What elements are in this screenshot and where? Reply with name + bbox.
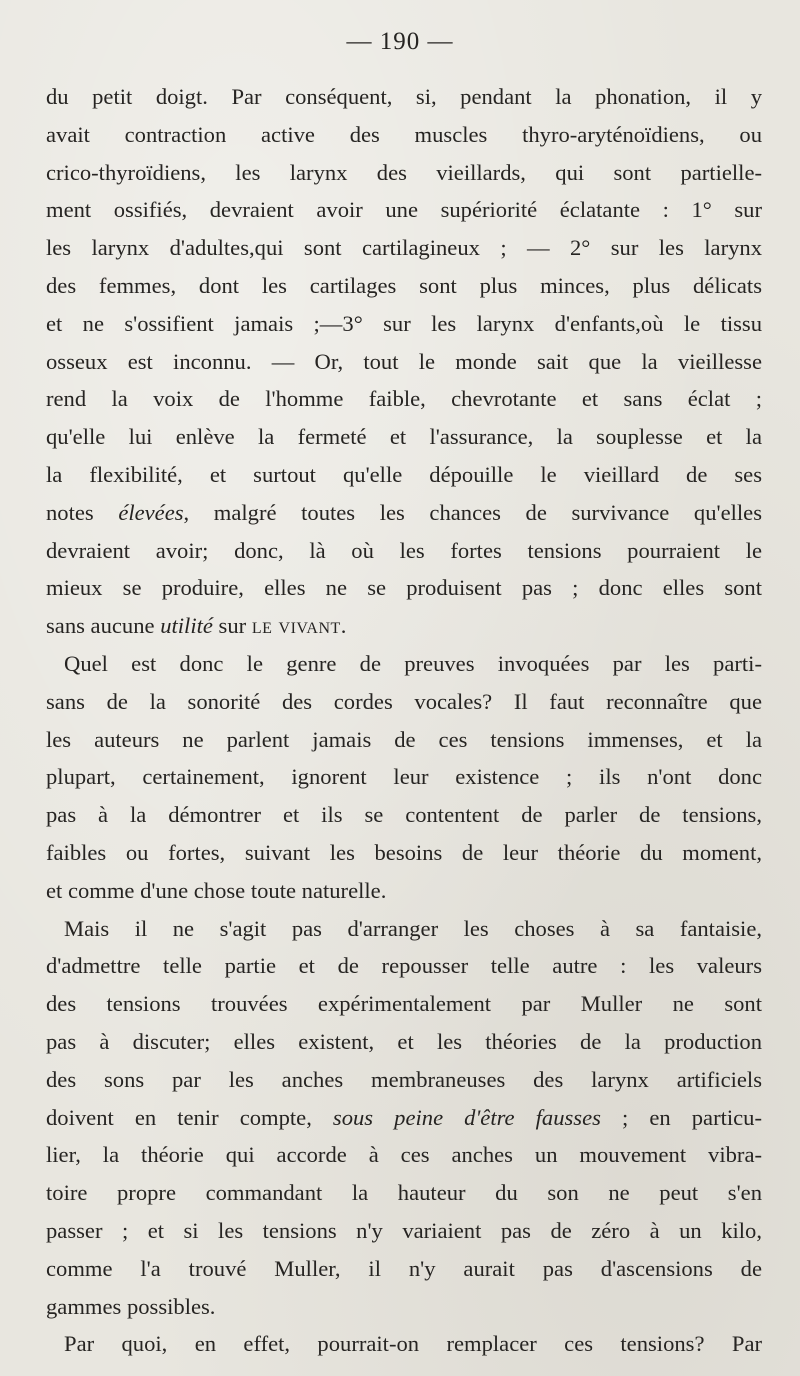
text-line <box>46 305 762 343</box>
text-line <box>46 1061 762 1099</box>
text-line <box>46 569 762 607</box>
text-line <box>46 191 762 229</box>
text-line <box>46 1174 762 1212</box>
text-segment: avait contraction active des muscles thyro-aryténoïdiens, ou <box>46 121 762 147</box>
text-segment: , malgré toutes les chances de survivance qu'elles <box>183 499 762 525</box>
text-segment: notes <box>46 499 119 525</box>
text-line <box>46 1250 762 1288</box>
text-segment: des tensions trouvées expérimentalement par Muller ne sont <box>46 991 762 1017</box>
text-segment: mieux se produire, elles ne se produisent pas ; donc elles sont <box>46 575 762 601</box>
text-line <box>46 947 762 985</box>
small-caps-text: le vivant <box>251 613 341 639</box>
text-segment: qu'elle lui enlève la fermeté et l'assurance, la souplesse et la <box>46 424 762 450</box>
text-line <box>46 645 762 683</box>
text-line <box>46 910 762 948</box>
text-segment: rend la voix de l'homme faible, chevrotante et sans éclat ; <box>46 386 762 412</box>
text-segment: doivent en tenir compte, <box>46 1104 333 1130</box>
text-line <box>46 1212 762 1250</box>
text-segment: sur <box>212 613 252 639</box>
text-segment: les larynx d'adultes,qui sont cartilagineux ; — 2° sur les larynx <box>46 235 762 261</box>
text-segment: des femmes, dont les cartilages sont plus minces, plus délicats <box>46 272 762 298</box>
text-segment: les auteurs ne parlent jamais de ces tensions immenses, et la <box>46 726 762 752</box>
text-segment: Mais il ne s'agit pas d'arranger les choses à sa fantaisie, <box>64 915 762 941</box>
text-segment: sans de la sonorité des cordes vocales? Il faut reconnaître que <box>46 688 762 714</box>
text-segment: osseux est inconnu. — Or, tout le monde sait que la vieillesse <box>46 348 762 374</box>
text-segment: d'admettre telle partie et de repousser telle autre : les valeurs <box>46 953 762 979</box>
text-segment: passer ; et si les tensions n'y variaient pas de zéro à un kilo, <box>46 1217 762 1243</box>
text-line <box>46 380 762 418</box>
text-line <box>46 872 762 910</box>
text-line <box>46 721 762 759</box>
text-line <box>46 78 762 116</box>
text-segment: plupart, certainement, ignorent leur existence ; ils n'ont donc <box>46 764 762 790</box>
text-line <box>46 758 762 796</box>
text-line <box>46 418 762 456</box>
text-segment: Par quoi, en effet, pourrait-on remplacer ces tensions? Par <box>64 1331 762 1357</box>
text-segment: crico-thyroïdiens, les larynx des vieillards, qui sont partielle- <box>46 159 762 185</box>
text-segment: pas à discuter; elles existent, et les théories de la production <box>46 1028 762 1054</box>
text-segment: pas à la démontrer et ils se contentent de parler de tensions, <box>46 802 762 828</box>
text-segment: et ne s'ossifient jamais ;—3° sur les larynx d'enfants,où le tissu <box>46 310 762 336</box>
text-line <box>46 607 762 645</box>
text-line <box>46 1023 762 1061</box>
text-line <box>46 267 762 305</box>
text-line <box>46 1288 762 1326</box>
text-segment: . <box>340 613 347 639</box>
italic-text: utilité <box>160 613 213 639</box>
text-segment: des sons par les anches membraneuses des larynx artificiels <box>46 1066 762 1092</box>
text-segment: toire propre commandant la hauteur du son ne peut s'en <box>46 1180 762 1206</box>
text-line <box>46 683 762 721</box>
text-segment: la flexibilité, et surtout qu'elle dépouille le vieillard de ses <box>46 461 762 487</box>
text-line <box>46 456 762 494</box>
italic-text: sous peine d'être fausses <box>332 1104 601 1130</box>
text-line <box>46 154 762 192</box>
text-line <box>46 796 762 834</box>
italic-text: élevées <box>118 499 184 525</box>
text-segment: ; en particu- <box>600 1104 762 1130</box>
text-segment: lier, la théorie qui accorde à ces anches un mouvement vibra- <box>46 1142 762 1168</box>
text-line <box>46 985 762 1023</box>
text-line <box>46 494 762 532</box>
text-segment: sans aucune <box>46 613 161 639</box>
text-segment: faibles ou fortes, suivant les besoins de leur théorie du moment, <box>46 839 762 865</box>
text-line <box>46 834 762 872</box>
body-text <box>46 78 762 1363</box>
text-segment: du petit doigt. Par conséquent, si, pendant la phonation, il y <box>46 84 762 109</box>
text-line <box>46 532 762 570</box>
text-segment: Quel est donc le genre de preuves invoquées par les parti- <box>64 650 762 676</box>
text-segment: gammes possibles. <box>46 1293 216 1319</box>
page-number: — 190 — <box>346 28 454 55</box>
text-segment: devraient avoir; donc, là où les fortes tensions pourraient le <box>46 537 762 563</box>
text-segment: ment ossifiés, devraient avoir une supériorité éclatante : 1° sur <box>46 197 762 223</box>
text-line <box>46 1325 762 1363</box>
text-line <box>46 1136 762 1174</box>
text-segment: et comme d'une chose toute naturelle. <box>46 877 387 903</box>
text-segment: comme l'a trouvé Muller, il n'y aurait pas d'ascensions de <box>46 1255 762 1281</box>
text-line <box>46 229 762 267</box>
text-line <box>46 1099 762 1137</box>
text-line <box>46 116 762 154</box>
text-line <box>46 343 762 381</box>
